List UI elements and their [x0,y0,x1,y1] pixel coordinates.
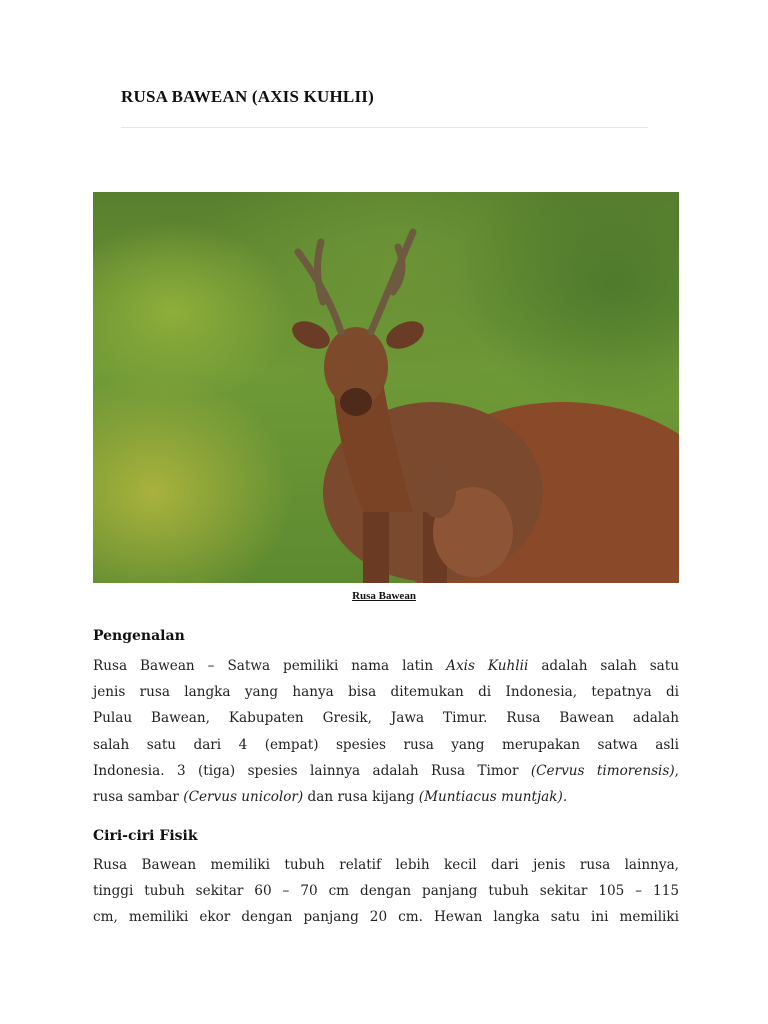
text-line [93,878,679,904]
text-line [93,784,679,810]
text: , [674,762,679,779]
text-line [93,653,679,679]
deer-photo [93,192,679,583]
title-divider [121,127,648,128]
text: jenis rusa langka yang hanya bisa ditemukan di Indonesia, tepatnya di [93,684,679,701]
text: Rusa Bawean – Satwa pemiliki nama latin [93,658,447,674]
figure-caption: Rusa Bawean [352,590,416,602]
text: salah satu dari 4 (empat) spesies rusa yang merupakan satwa asli [93,736,679,753]
text: rusa sambar [93,788,184,805]
text-line [93,679,679,705]
text-line [93,758,679,784]
text: adalah salah satu [528,658,679,674]
text: Rusa Bawean memiliki tubuh relatif lebih kecil dari jenis rusa lainnya, [93,857,679,873]
document-title: RUSA BAWEAN (AXIS KUHLII) [121,87,374,106]
paragraph-pengenalan [93,653,679,810]
text-line [93,904,679,930]
text-line [93,705,679,731]
text: tinggi tubuh sekitar 60 – 70 cm dengan panjang tubuh sekitar 105 – 115 [93,883,679,900]
latin-name: (Muntiacus muntjak). [418,788,568,805]
latin-name: (Cervus timorensis) [530,762,675,779]
latin-name: Axis Kuhlii [446,658,529,674]
text-line [93,732,679,758]
text: dan rusa kijang [303,788,419,805]
paragraph-ciri-fisik [93,852,679,931]
text: cm, memiliki ekor dengan panjang 20 cm. Hewan langka satu ini memiliki [93,909,679,926]
text-line [93,852,679,878]
latin-name: (Cervus unicolor) [183,788,304,805]
section-heading-ciri-fisik: Ciri-ciri Fisik [93,828,198,844]
section-heading-pengenalan: Pengenalan [93,628,185,644]
text: Indonesia. 3 (tiga) spesies lainnya adalah Rusa Timor [93,762,531,779]
deer-illustration [93,192,679,583]
text: Pulau Bawean, Kabupaten Gresik, Jawa Timur. Rusa Bawean adalah [93,710,679,727]
